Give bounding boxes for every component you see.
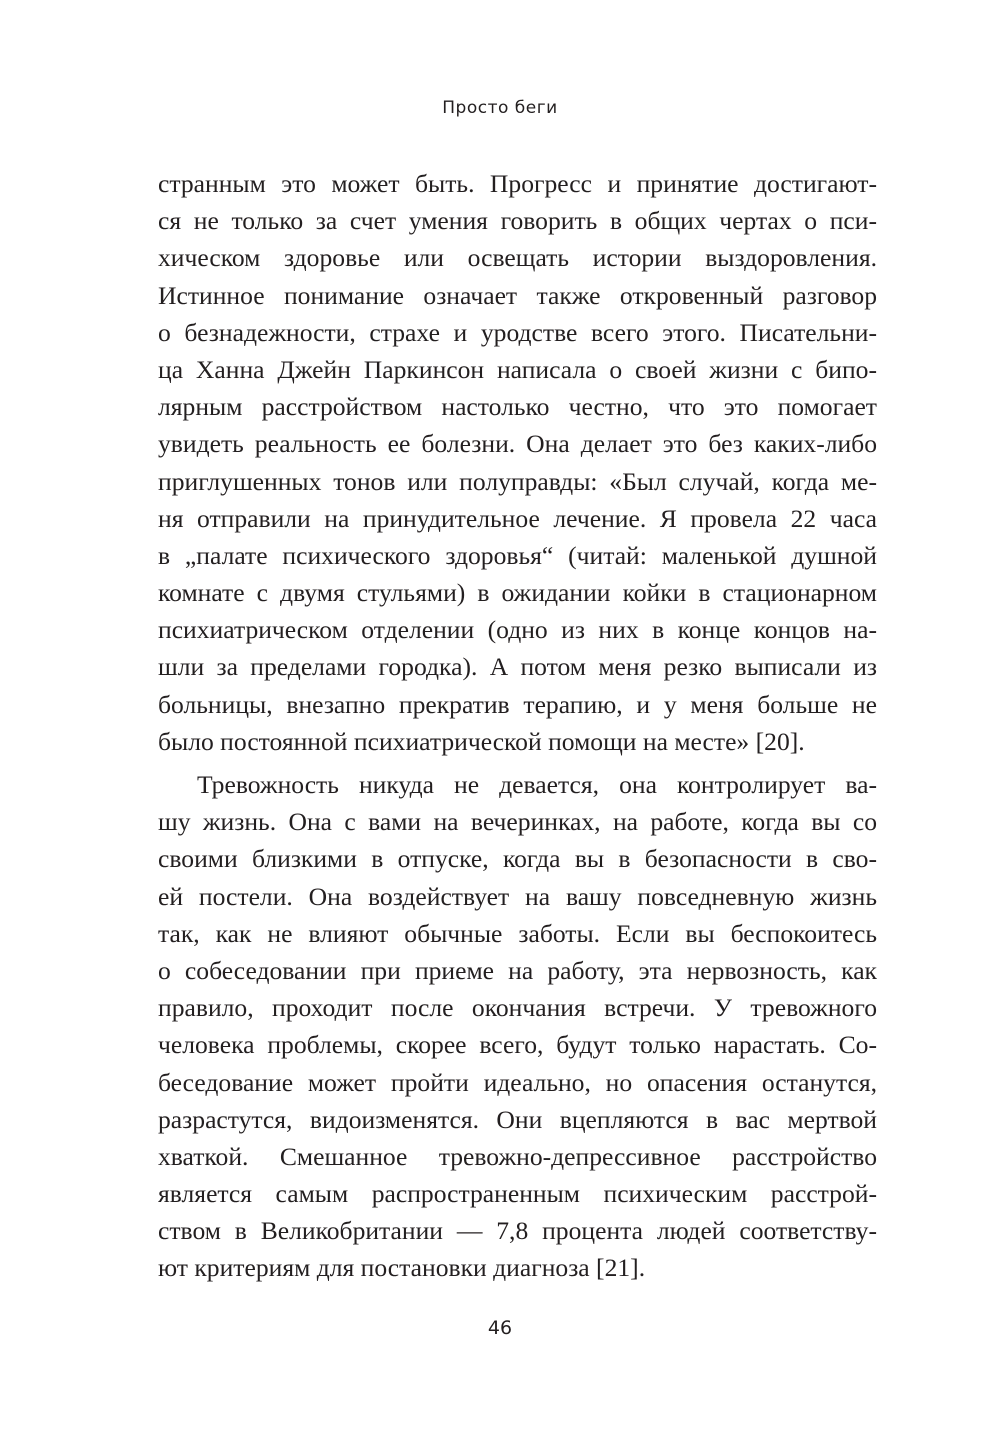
body-text <box>158 165 877 1287</box>
text-line: ца Ханна Джейн Паркинсон написала о своей жизни с бипо- <box>158 354 877 384</box>
text-line: ством в Великобритании — 7,8 процента людей соответству- <box>158 1216 877 1246</box>
text-line: странным это может быть. Прогресс и принятие достигают- <box>158 169 877 198</box>
text-line: в „палате психического здоровья“ (читай: маленькой душной <box>158 540 877 570</box>
text-line: является самым распространенным психическим расстрой- <box>158 1179 877 1209</box>
text-line: больницы, внезапно прекратив терапию, и у меня больше не <box>158 689 877 719</box>
text-line: разрастутся, видоизменятся. Они вцепляются в вас мертвой <box>158 1104 877 1134</box>
text-line: ей постели. Она воздействует на вашу повседневную жизнь <box>158 881 877 911</box>
text-line: ют критериям для постановки диагноза [21]. <box>158 1253 646 1283</box>
text-line: увидеть реальность ее болезни. Она делает это без каких-либо <box>158 429 877 459</box>
text-line: лярным расстройством настолько честно, что это помогает <box>158 392 877 422</box>
text-line: о собеседовании при приеме на работу, эта нервозность, как <box>158 955 877 985</box>
text-line: шу жизнь. Она с вами на вечеринках, на работе, когда вы со <box>158 807 877 837</box>
text-line: правило, проходит после окончания встречи. У тревожного <box>158 993 877 1023</box>
text-line: было постоянной психиатрической помощи на месте» [20]. <box>158 726 805 756</box>
text-line: хваткой. Смешанное тревожно-депрессивное расстройство <box>158 1141 877 1171</box>
text-line: ня отправили на принудительное лечение. Я провела 22 часа <box>158 503 877 533</box>
paragraph-1 <box>158 165 877 760</box>
paragraph-2 <box>158 766 877 1287</box>
text-line: приглушенных тонов или полуправды: «Был случай, когда ме- <box>158 466 877 496</box>
text-line: комнате с двумя стульями) в ожидании койки в стационарном <box>158 578 877 608</box>
text-line: ся не только за счет умения говорить в общих чертах о пси- <box>158 206 877 236</box>
text-line: Тревожность никуда не девается, она контролирует ва- <box>197 770 877 799</box>
text-line: человека проблемы, скорее всего, будут только нарастать. Со- <box>158 1030 877 1060</box>
running-head: Просто беги <box>442 98 558 118</box>
text-line: так, как не влияют обычные заботы. Если вы беспокоитесь <box>158 918 877 948</box>
text-line: шли за пределами городка). А потом меня резко выписали из <box>158 652 877 682</box>
text-line: беседование может пройти идеально, но опасения останутся, <box>158 1067 877 1097</box>
text-line: Истинное понимание означает также откровенный разговор <box>158 280 877 310</box>
text-line: психиатрическом отделении (одно из них в конце концов на- <box>158 615 877 645</box>
text-line: о безнадежности, страхе и уродстве всего этого. Писательни- <box>158 317 877 347</box>
text-line: хическом здоровье или освещать истории выздоровления. <box>158 243 877 273</box>
page-number: 46 <box>487 1317 513 1339</box>
text-line: своими близкими в отпуске, когда вы в безопасности в сво- <box>158 844 877 874</box>
